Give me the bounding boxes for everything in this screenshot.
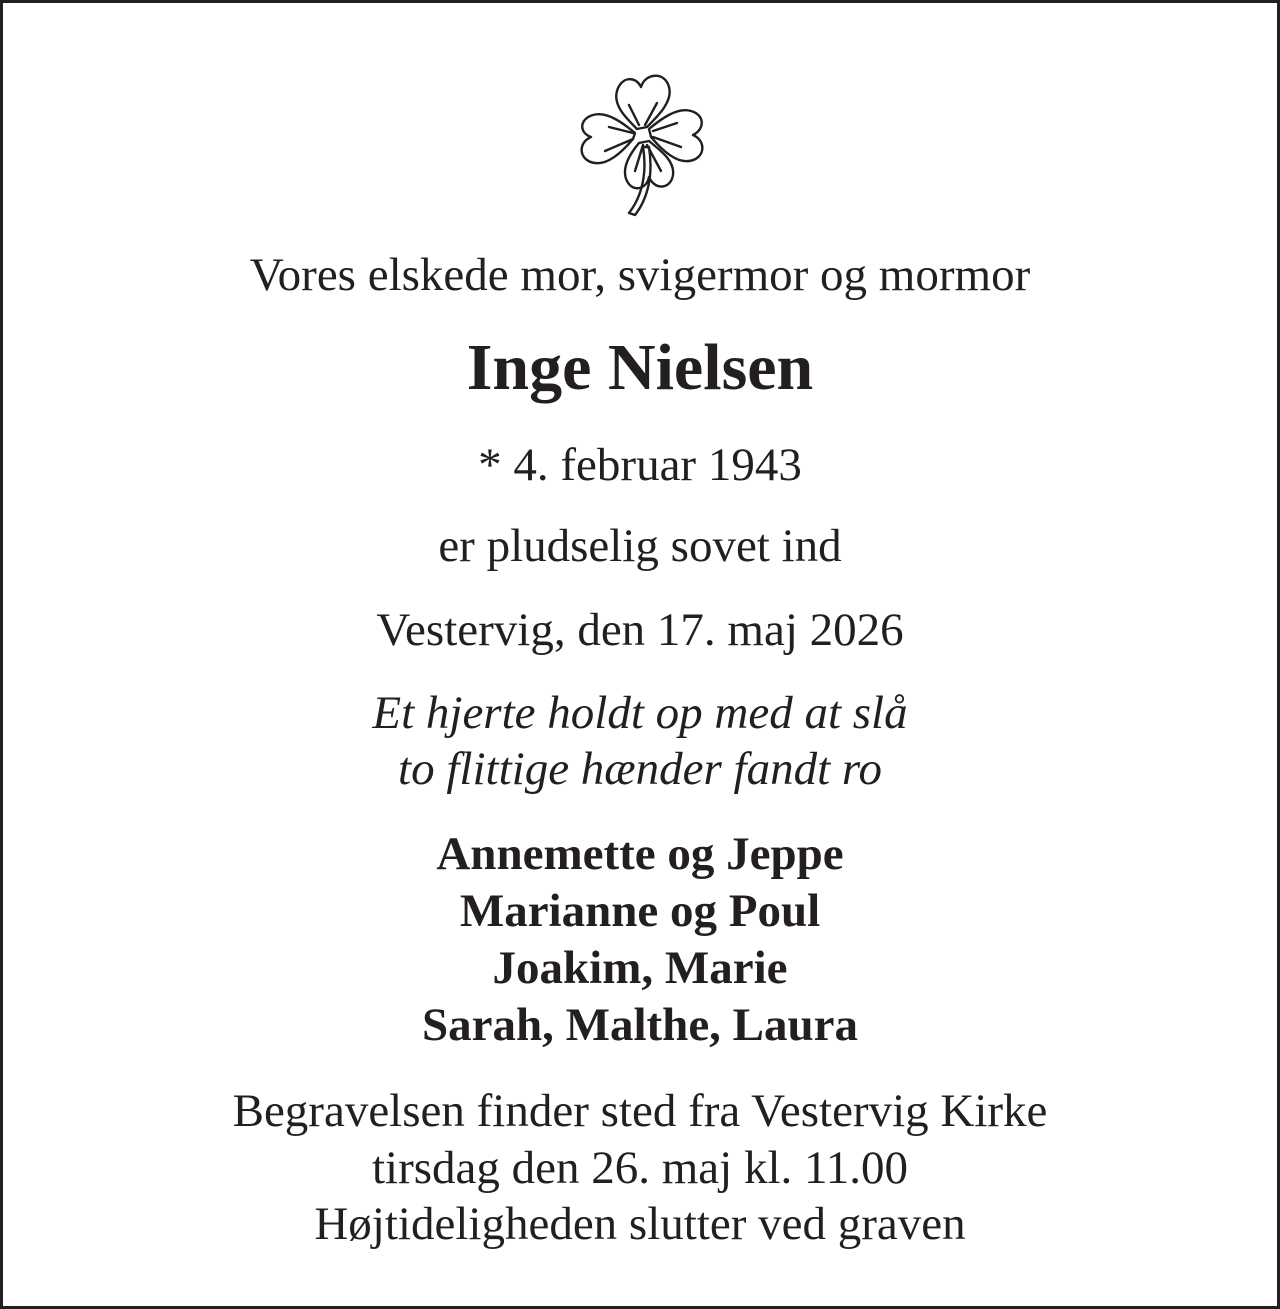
passing-text: er pludselig sovet ind bbox=[438, 520, 842, 572]
deceased-name: Inge Nielsen bbox=[466, 331, 814, 404]
verse-line: to flittige hænder fandt ro bbox=[398, 743, 882, 795]
intro-text: Vores elskede mor, svigermor og mormor bbox=[249, 249, 1031, 301]
family-names: Joakim, Marie bbox=[492, 942, 788, 994]
funeral-info: Begravelsen finder sted fra Vestervig Kirke bbox=[232, 1085, 1048, 1137]
birth-date: * 4. februar 1943 bbox=[478, 439, 802, 491]
place-and-date: Vestervig, den 17. maj 2026 bbox=[376, 604, 904, 656]
funeral-info: Højtideligheden slutter ved graven bbox=[314, 1198, 966, 1250]
verse-line: Et hjerte holdt op med at slå bbox=[372, 687, 908, 739]
family-names: Annemette og Jeppe bbox=[436, 828, 844, 880]
family-names: Sarah, Malthe, Laura bbox=[421, 999, 859, 1051]
family-names: Marianne og Poul bbox=[459, 885, 821, 937]
four-leaf-clover-icon bbox=[573, 67, 713, 217]
funeral-info: tirsdag den 26. maj kl. 11.00 bbox=[371, 1142, 909, 1194]
